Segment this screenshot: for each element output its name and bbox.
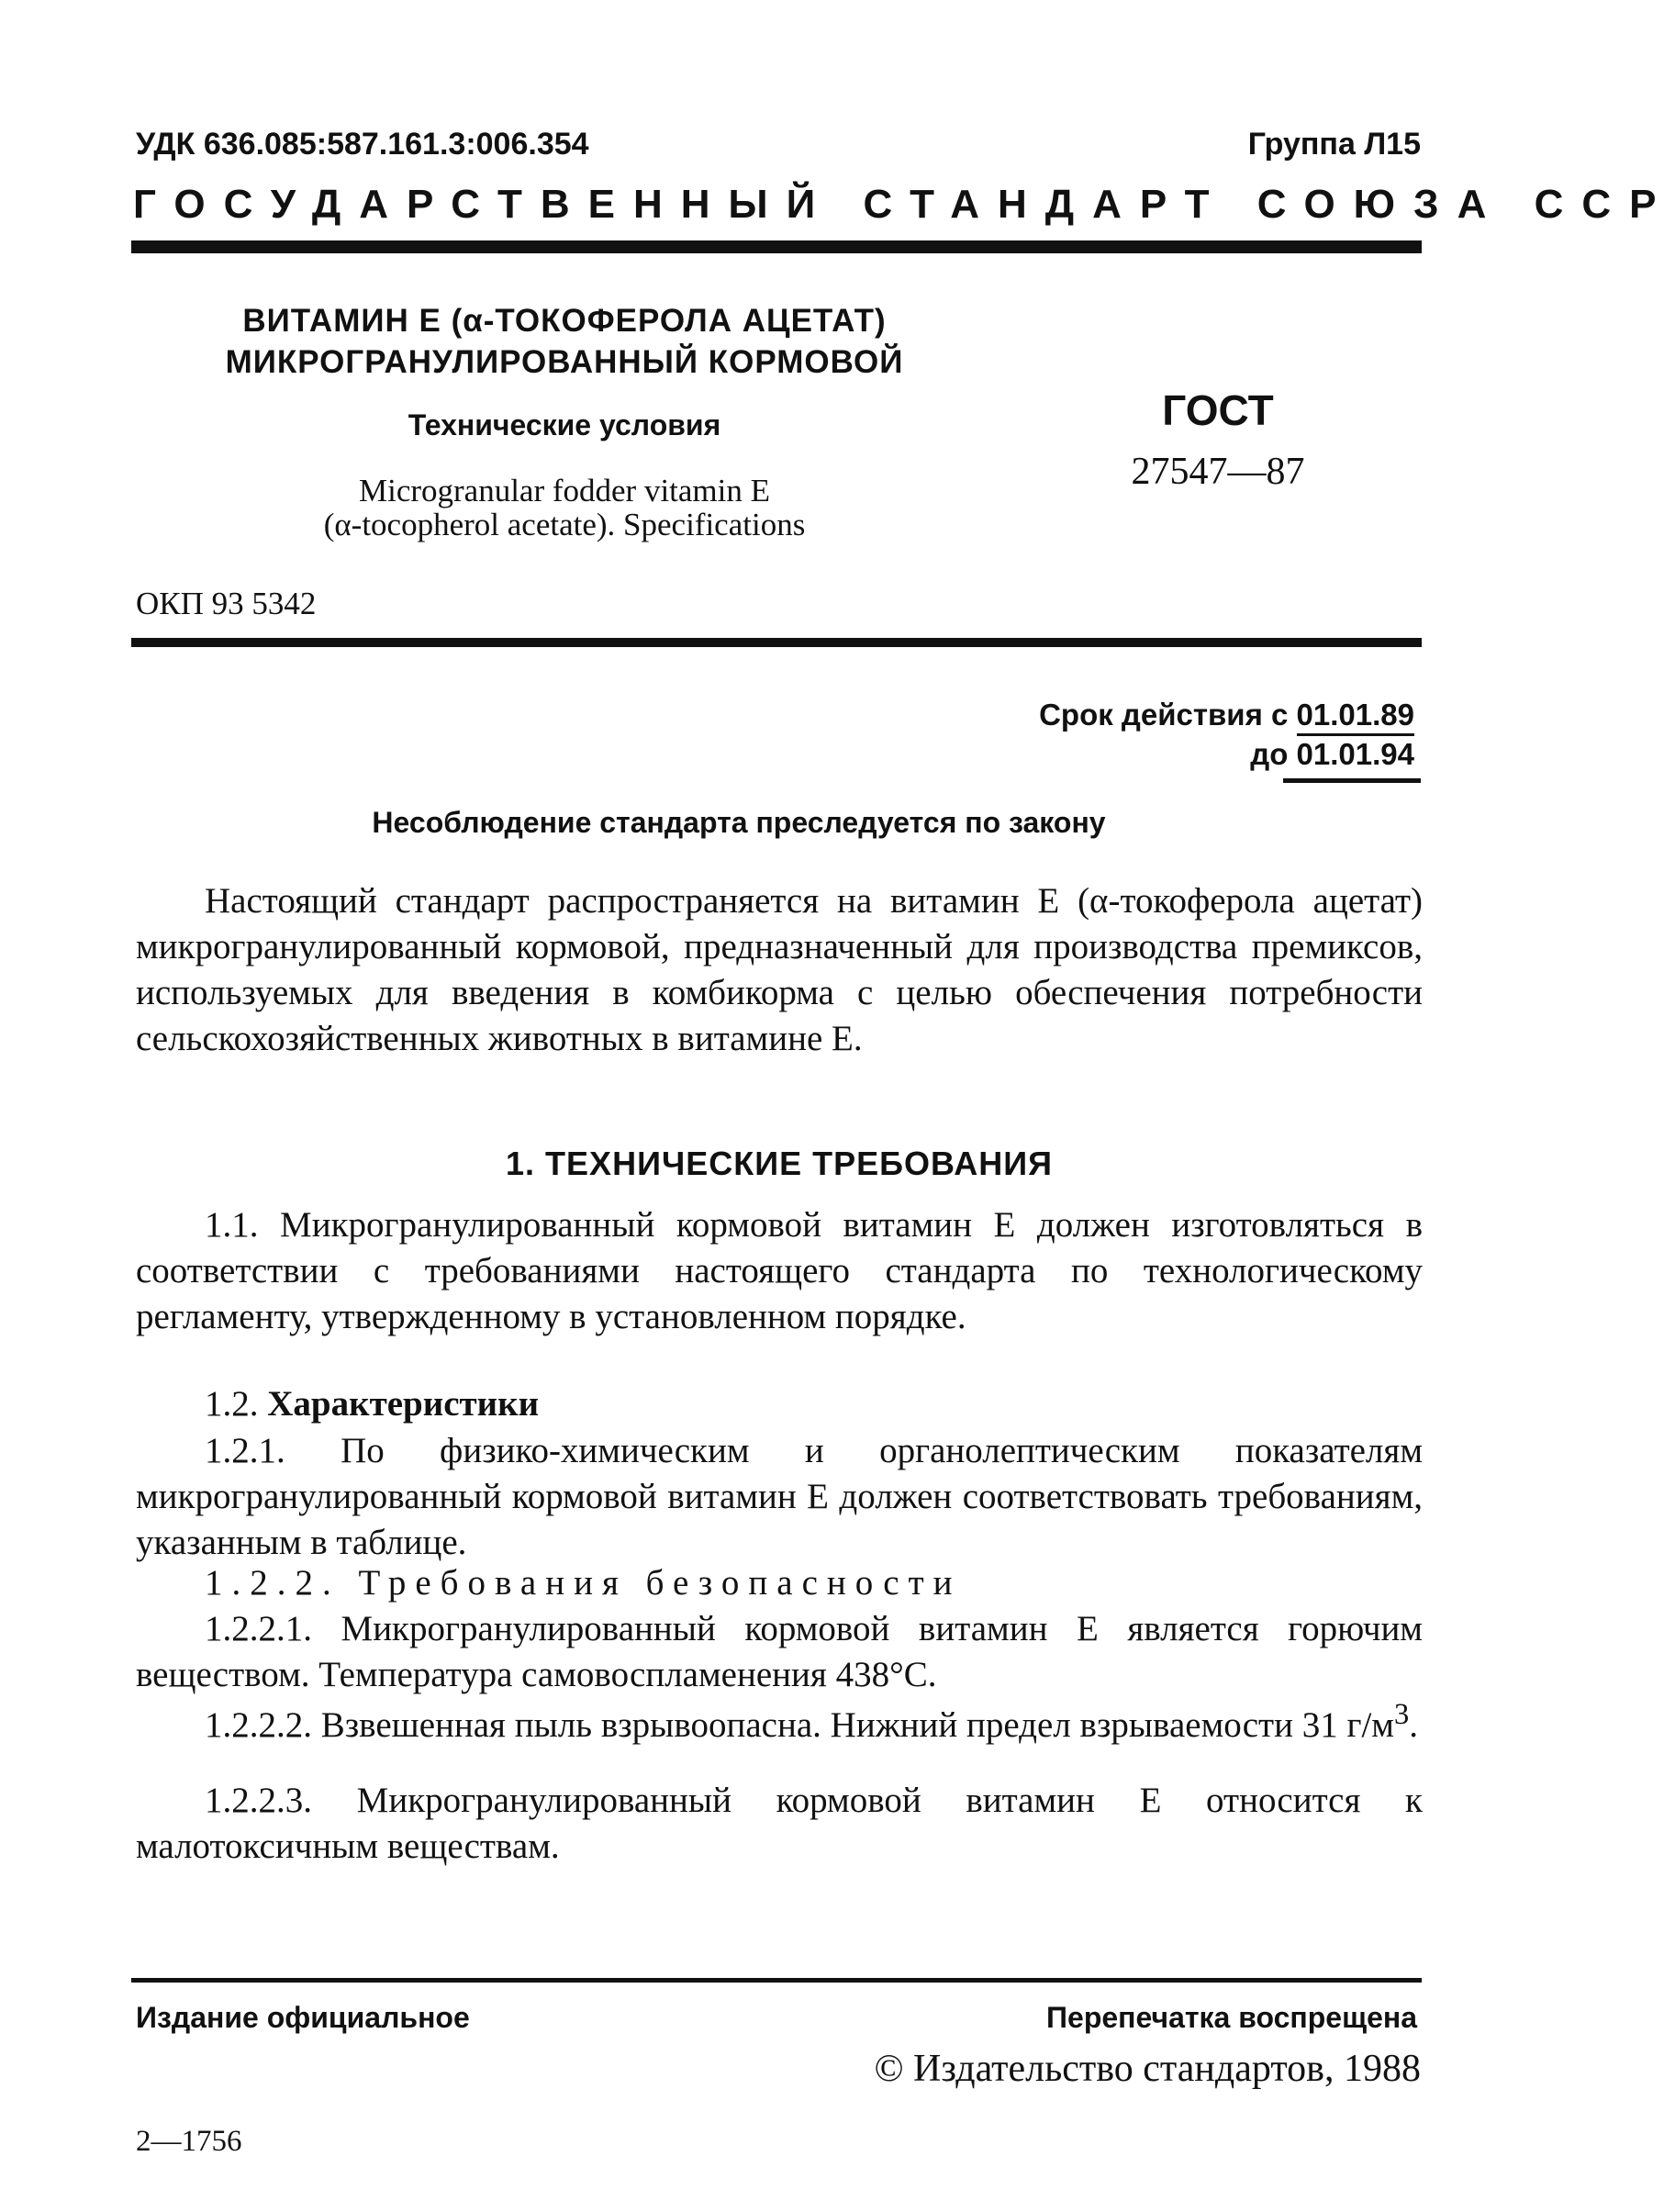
- state-standard-heading: ГОСУДАРСТВЕННЫЙ СТАНДАРТ СОЮЗА ССР: [133, 182, 1675, 227]
- law-notice: Несоблюдение стандарта преследуется по закону: [372, 806, 1106, 839]
- okp-code: ОКП 93 5342: [136, 586, 317, 621]
- clause-1-2-2-1: 1.2.2.1. Микрогранулированный кормовой витамин Е является горючим веществом. Температура самовоспламенения 438°С.: [136, 1609, 1423, 1694]
- clause-1-2-number: 1.2.: [205, 1384, 268, 1424]
- gost-number: 27547—87: [1131, 451, 1305, 493]
- clause-1-2-2-2-text: 1.2.2.2. Взвешенная пыль взрывоопасна. Нижний предел взрываемости 31 г/м: [205, 1705, 1394, 1745]
- footer-rule: [131, 1978, 1422, 1983]
- document-title-line-2: МИКРОГРАНУЛИРОВАННЫЙ КОРМОВОЙ: [225, 344, 904, 380]
- validity-from-date: 01.01.89: [1297, 698, 1414, 736]
- clause-1-2: [136, 1381, 1423, 1427]
- header-rule: [131, 240, 1422, 253]
- validity-from-label: Срок действия с: [1039, 698, 1297, 732]
- udk-code: УДК 636.085:587.161.3:006.354: [136, 127, 589, 162]
- reprint-notice: Перепечатка воспрещена: [1046, 2001, 1417, 2034]
- clause-1-2-1: 1.2.1. По физико-химическим и органолептическим показателям микрогранулированный кормовой витамин Е должен соответствовать требованиям, указанным в таблице.: [136, 1431, 1423, 1562]
- validity-to-date: 01.01.94: [1296, 737, 1414, 771]
- document-subtitle: Технические условия: [408, 408, 721, 441]
- title-block-rule: [131, 638, 1422, 647]
- clause-1-1: 1.1. Микрогранулированный кормовой витамин Е должен изготовляться в соответствии с требованиями настоящего стандарта по технологическому регламенту, утвержденному в установленном порядке.: [136, 1205, 1423, 1336]
- validity-to: [1250, 737, 1414, 772]
- group-code: Группа Л15: [1247, 127, 1421, 162]
- cubic-superscript: 3: [1393, 1698, 1410, 1731]
- validity-underline: [1283, 778, 1421, 783]
- clause-1-2-2: 1.2.2. Требования безопасности: [205, 1563, 962, 1603]
- clause-1-2-2-3: 1.2.2.3. Микрогранулированный кормовой витамин Е относится к малотоксичным веществам.: [136, 1781, 1423, 1866]
- clause-1-2-2-2-end: .: [1409, 1705, 1418, 1745]
- clause-1-2-2-2: [136, 1692, 1423, 1748]
- print-code: 2—1756: [136, 2125, 242, 2158]
- validity-to-label: до: [1250, 737, 1297, 771]
- section-heading: 1. ТЕХНИЧЕСКИЕ ТРЕБОВАНИЯ: [506, 1145, 1053, 1182]
- clause-1-2-title: Характеристики: [267, 1384, 540, 1424]
- english-title-line-1: Microgranular fodder vitamin E: [358, 473, 771, 508]
- english-title-line-2: (α-tocopherol acetate). Specifications: [323, 507, 806, 542]
- document-title-line-1: ВИТАМИН Е (α-ТОКОФЕРОЛА АЦЕТАТ): [242, 303, 887, 339]
- publisher-copyright: © Издательство стандартов, 1988: [874, 2048, 1421, 2090]
- intro-paragraph: Настоящий стандарт распространяется на витамин Е (α-токоферола ацетат) микрогранулированный кормовой, предназначенный для производства премиксов, используемых для введения в комбикорма с целью обеспечения потребности сельскохозяйственных животных в витамине Е.: [136, 881, 1423, 1058]
- validity-from: [1039, 698, 1414, 732]
- edition-label: Издание официальное: [136, 2001, 470, 2034]
- gost-label: ГОСТ: [1162, 386, 1274, 434]
